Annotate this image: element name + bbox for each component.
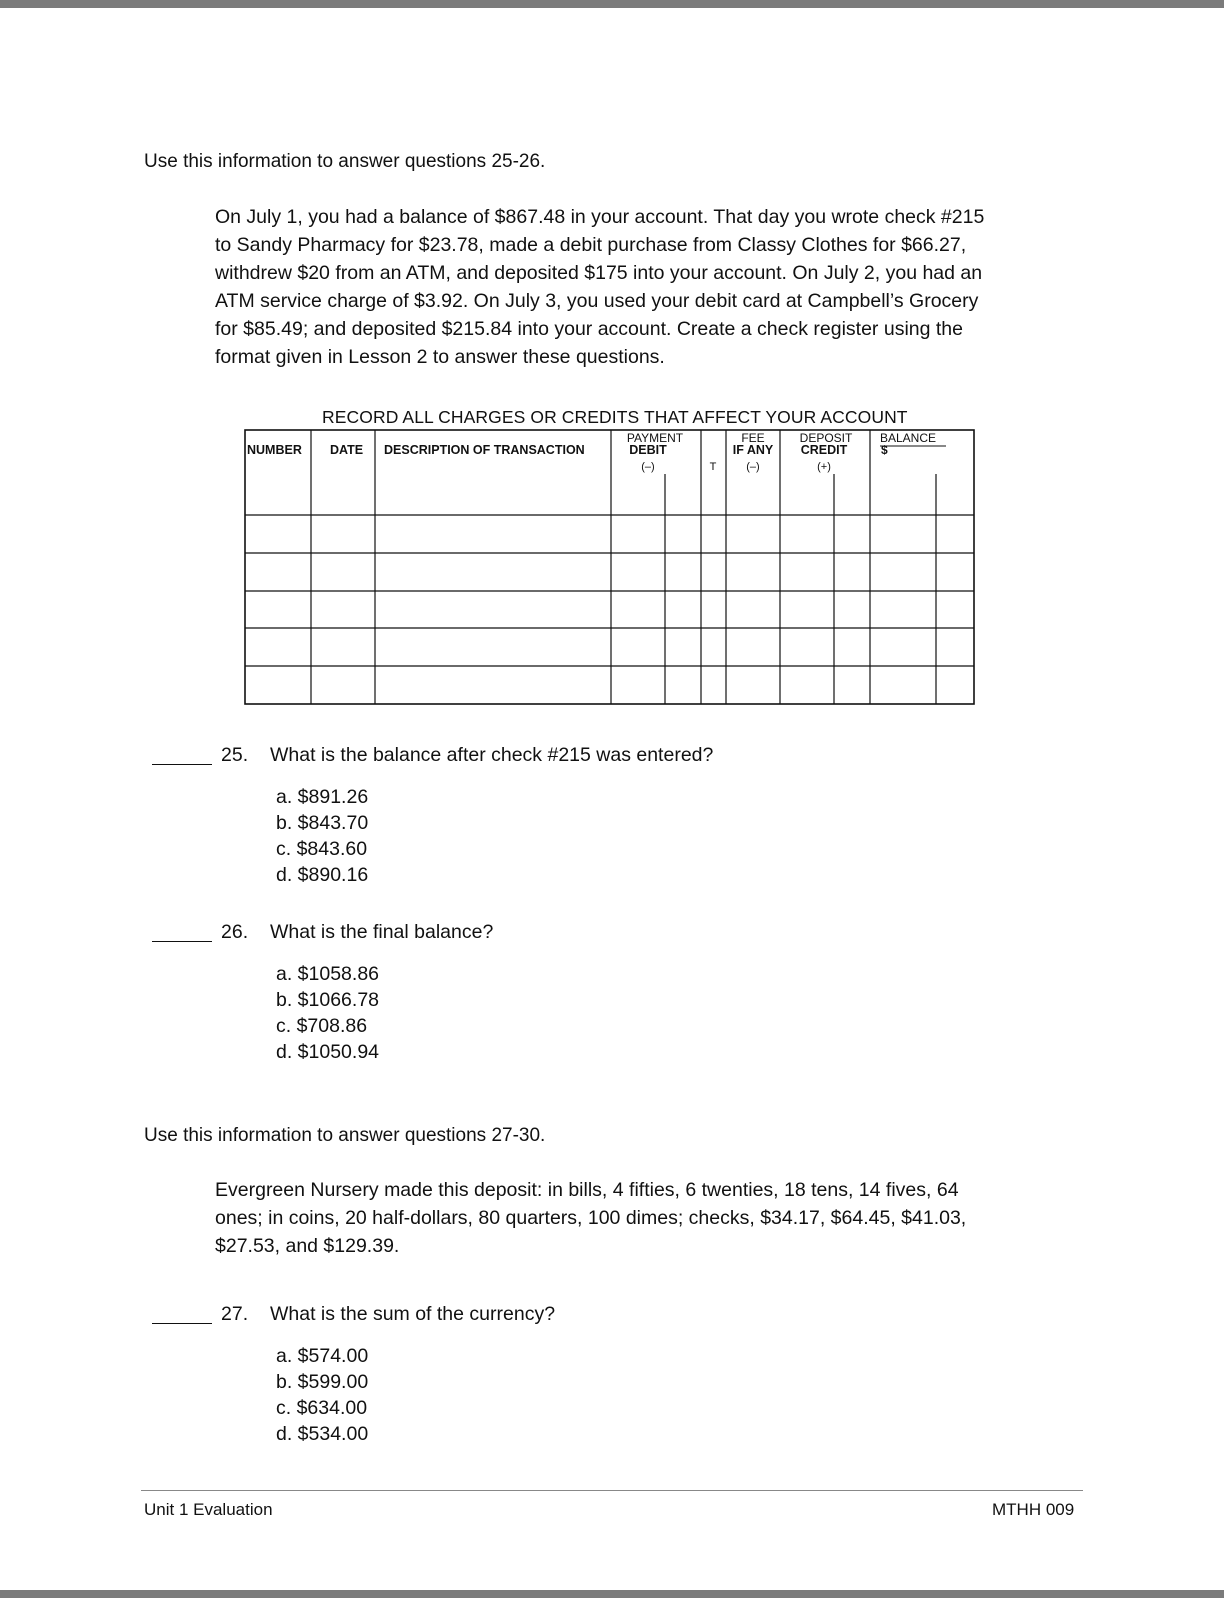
header-debit-label: DEBIT <box>629 443 667 457</box>
question-options <box>276 1343 368 1447</box>
question-text: What is the balance after check #215 was entered? <box>270 744 714 766</box>
paragraph-line: Evergreen Nursery made this deposit: in bills, 4 fifties, 6 twenties, 18 tens, 14 fives, 64 <box>215 1179 959 1201</box>
answer-blank-27[interactable] <box>152 1322 212 1324</box>
paragraph-line: format given in Lesson 2 to answer these questions. <box>215 346 665 368</box>
header-date: DATE <box>330 443 364 457</box>
answer-blank-26[interactable] <box>152 940 212 942</box>
option: a. $891.26 <box>276 786 369 808</box>
answer-blank-25[interactable] <box>152 763 212 765</box>
option: a. $574.00 <box>276 1345 369 1367</box>
question-options <box>276 961 379 1065</box>
header-debit-sign: (–) <box>641 461 655 473</box>
question-number: 26. <box>221 921 249 943</box>
section1-intro: Use this information to answer questions 25-26. <box>144 151 546 172</box>
question-number: 27. <box>221 1303 249 1325</box>
header-number: NUMBER <box>247 443 302 457</box>
section2-paragraph <box>215 1176 1085 1260</box>
option: b. $1066.78 <box>276 989 380 1011</box>
footer-right: MTHH 009 <box>992 1500 1075 1519</box>
page-bottom-edge <box>0 1590 1224 1598</box>
option: d. $1050.94 <box>276 1041 380 1063</box>
header-balance: BALANCE <box>880 431 937 445</box>
paragraph-line: $27.53, and $129.39. <box>215 1235 400 1257</box>
header-if-any: IF ANY <box>732 443 774 457</box>
question-text: What is the sum of the currency? <box>270 1303 556 1325</box>
section2-intro: Use this information to answer questions 27-30. <box>144 1125 546 1146</box>
option: a. $1058.86 <box>276 963 380 985</box>
option: b. $843.70 <box>276 812 369 834</box>
page-top-edge <box>0 0 1224 8</box>
option: d. $534.00 <box>276 1423 369 1445</box>
option: c. $843.60 <box>276 838 368 860</box>
option: b. $599.00 <box>276 1371 369 1393</box>
header-t: T <box>709 461 717 473</box>
header-payment: PAYMENT <box>626 431 684 445</box>
paragraph-line: On July 1, you had a balance of $867.48 in your account. That day you wrote check #215 <box>215 206 985 228</box>
register-title: RECORD ALL CHARGES OR CREDITS THAT AFFECT YOUR ACCOUNT <box>322 407 908 427</box>
footer-left: Unit 1 Evaluation <box>144 1500 273 1519</box>
register-grid <box>245 430 974 704</box>
option: c. $708.86 <box>276 1015 368 1037</box>
header-credit-sign: (+) <box>817 461 831 473</box>
header-credit: CREDIT <box>800 443 848 457</box>
header-fee-sign: (–) <box>746 461 760 473</box>
question-number: 25. <box>221 744 249 766</box>
paragraph-line: to Sandy Pharmacy for $23.78, made a debit purchase from Classy Clothes for $66.27, <box>215 234 967 256</box>
check-register <box>244 428 976 706</box>
paragraph-line: ones; in coins, 20 half-dollars, 80 quarters, 100 dimes; checks, $34.17, $64.45, $41.03, <box>215 1207 967 1229</box>
header-balance-dollar: $ <box>881 443 888 457</box>
header-fee: FEE <box>741 431 765 445</box>
option: d. $890.16 <box>276 864 369 886</box>
footer-divider <box>141 1490 1083 1491</box>
question-options <box>276 784 368 888</box>
paragraph-line: for $85.49; and deposited $215.84 into your account. Create a check register using the <box>215 318 963 340</box>
option: c. $634.00 <box>276 1397 368 1419</box>
paragraph-line: withdrew $20 from an ATM, and deposited $175 into your account. On July 2, you had an <box>215 262 983 284</box>
header-deposit: DEPOSIT <box>799 431 853 445</box>
paragraph-line: ATM service charge of $3.92. On July 3, you used your debit card at Campbell’s Grocery <box>215 290 979 312</box>
header-description: DESCRIPTION OF TRANSACTION <box>384 443 585 457</box>
section1-paragraph <box>215 203 1085 371</box>
question-text: What is the final balance? <box>270 921 494 943</box>
